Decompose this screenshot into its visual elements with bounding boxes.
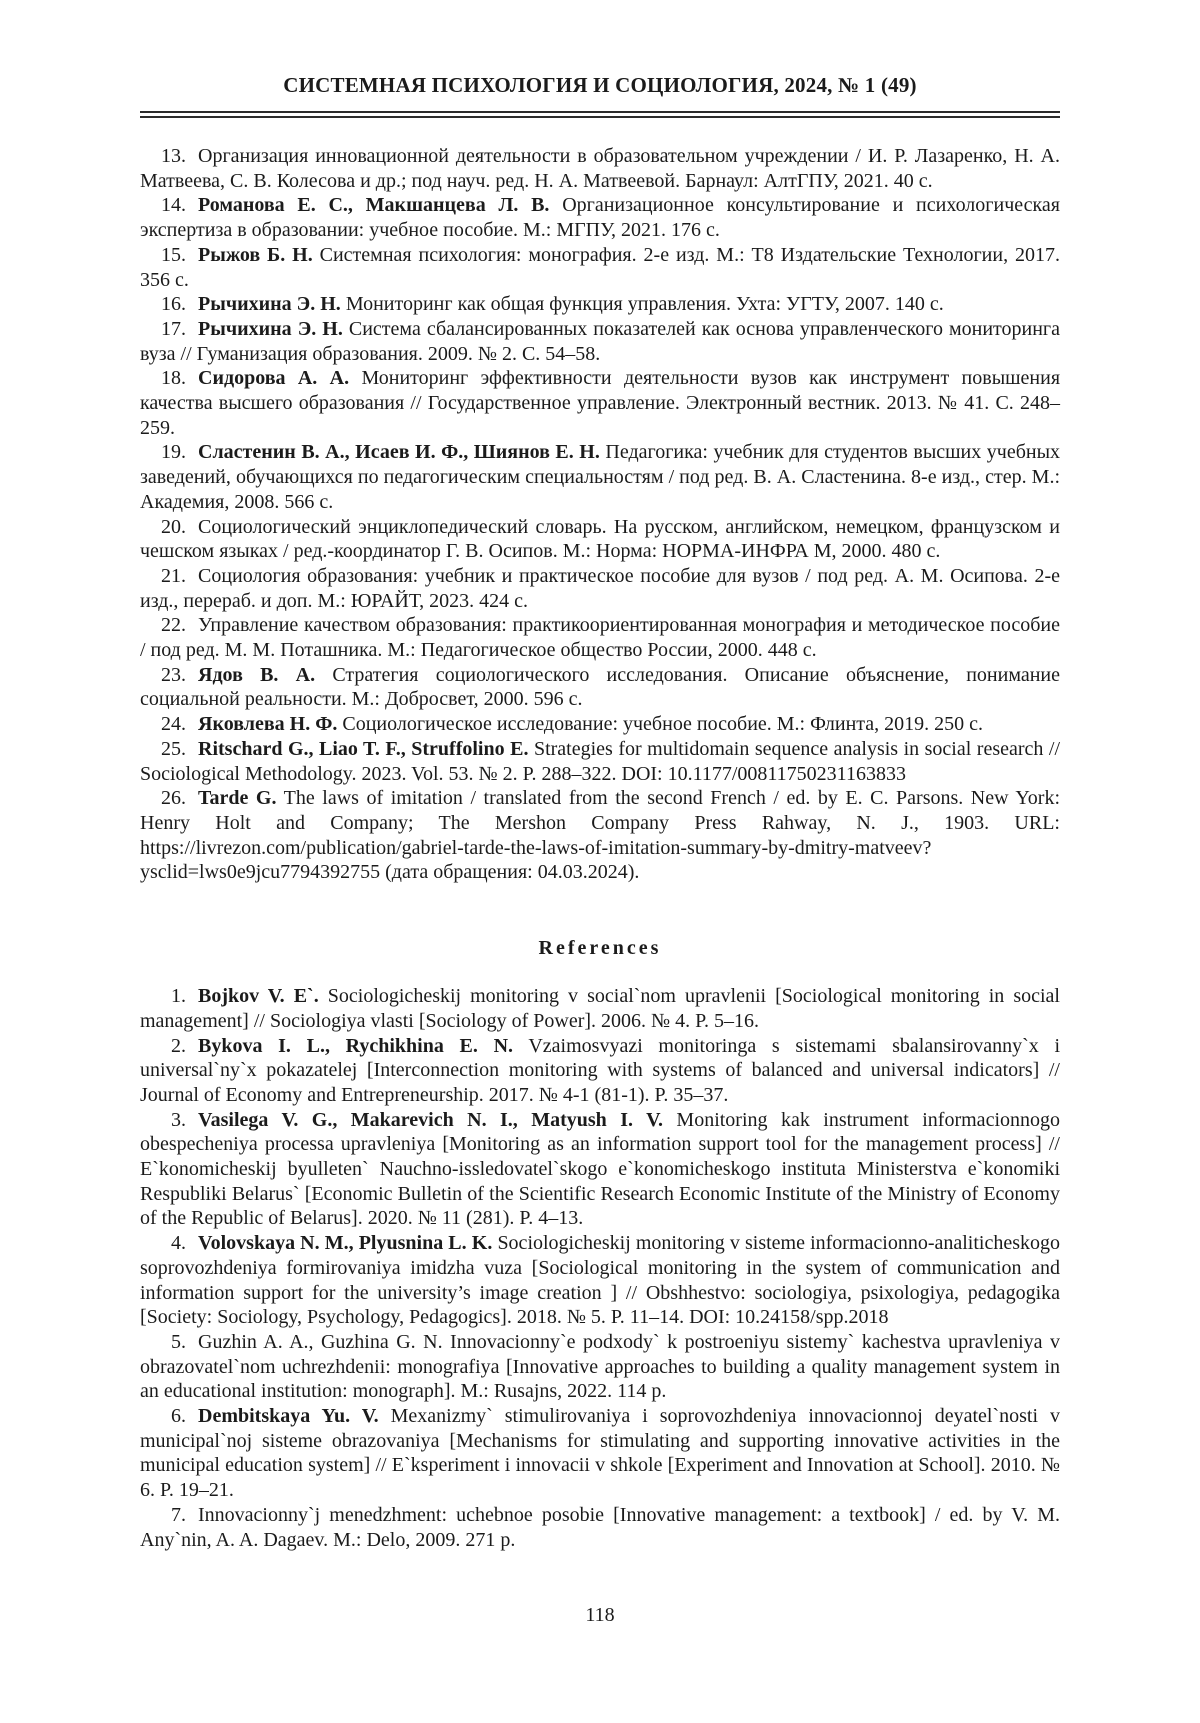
- reference-number: 2.: [171, 1034, 186, 1057]
- reference-text: Monitoring kak instrument informacionnogo obespecheniya processa upravleniya [Monitoring as an information support tool for the management process] // E`konomicheskij byulleten` Nauchno-issledovatel`skogo e`konomicheskogo instituta Ministerstva e`konomiki Respubliki Belarus` [Economic Bulletin of the Scientific Research Economic Institute of the Ministry of Economy of the Republic of Belarus]. 2020. № 11 (281). P. 4–13.: [140, 1108, 1060, 1230]
- reference-author: Ядов В. А.: [198, 663, 316, 686]
- reference-number: 14.: [161, 194, 186, 217]
- reference-number: 7.: [171, 1503, 186, 1526]
- reference-number: 20.: [161, 515, 186, 538]
- reference-author: Яковлева Н. Ф.: [198, 713, 338, 736]
- reference-item: [140, 243, 1060, 292]
- reference-text: The laws of imitation / translated from the second French / ed. by E. C. Parsons. New York: Henry Holt and Company; The Mershon Company Press Rahway, N. J., 1903. URL: https://livrezon.com/publication/gabriel-tarde-the-laws-of-imitation-summary-by-dmitry-matveev?ysclid=lws0e9jcu7794392755 (дата обращения: 04.03.2024).: [140, 787, 1061, 884]
- reference-author: Vasilega V. G., Makarevich N. I., Matyush I. V.: [198, 1108, 663, 1131]
- header-divider-rule: [140, 111, 1060, 118]
- reference-item: [140, 1404, 1060, 1503]
- reference-text: Strategies for multidomain sequence analysis in social research // Sociological Methodology. 2023. Vol. 53. № 2. P. 288–322. DOI: 10.1177/00811750231163833: [140, 737, 1061, 785]
- references-heading: References: [538, 937, 662, 960]
- reference-number: 24.: [161, 713, 186, 736]
- reference-text: Системная психология: монография. 2-е изд. М.: Т8 Издательские Технологии, 2017. 356 с.: [140, 243, 1060, 291]
- reference-item: [140, 440, 1060, 514]
- reference-text: Мониторинг эффективности деятельности вузов как инструмент повышения качества высшего образования // Государственное управление. Электронный вестник. 2013. № 41. С. 248–259.: [140, 367, 1061, 439]
- journal-page: [140, 72, 1060, 1552]
- reference-text: Стратегия социологического исследования. Описание объяснение, понимание социальной реальности. М.: Добросвет, 2000. 596 с.: [140, 663, 1060, 711]
- reference-text: Sociologicheskij monitoring v sisteme informacionno-analiticheskogo soprovozhdeniya formirovaniya imidzha vuza [Sociological monitoring in the system of communication and information support for the university’s image creation ] // Obshhestvo: sociologiya, psixologiya, pedagogika [Society: Sociology, Psychology, Pedagogics]. 2018. № 5. P. 11–14. DOI: 10.24158/spp.2018: [140, 1232, 1060, 1329]
- reference-text: Управление качеством образования: практикоориентированная монография и методическое пособие / под ред. М. М. Поташника. М.: Педагогическое общество России, 2000. 448 с.: [140, 614, 1060, 662]
- russian-bibliography-list: [140, 144, 1060, 885]
- reference-text: Guzhin A. A., Guzhina G. N. Innovacionny`e podxody` k postroeniyu sistemy` kachestva upravleniya v obrazovatel`nom uchrezhdenii: monografiya [Innovative approaches to building a quality management system in an educational institution: monograph]. M.: Rusajns, 2022. 114 p.: [140, 1330, 1060, 1403]
- reference-author: Dembitskaya Yu. V.: [198, 1405, 379, 1428]
- page-number: 118: [585, 1604, 615, 1626]
- reference-number: 16.: [161, 293, 186, 316]
- reference-number: 1.: [171, 985, 186, 1008]
- reference-item: [140, 786, 1060, 885]
- reference-number: 6.: [171, 1405, 186, 1428]
- reference-author: Volovskaya N. M., Plyusnina L. K.: [198, 1232, 493, 1255]
- reference-item: [140, 366, 1060, 440]
- journal-header-title: СИСТЕМНАЯ ПСИХОЛОГИЯ И СОЦИОЛОГИЯ, 2024, № 1 (49): [283, 73, 917, 97]
- reference-item: [140, 984, 1060, 1033]
- reference-number: 19.: [161, 441, 186, 464]
- reference-author: Ritschard G., Liao T. F., Struffolino E.: [198, 737, 529, 760]
- reference-item: [140, 1108, 1060, 1232]
- reference-text: Социологическое исследование: учебное пособие. М.: Флинта, 2019. 250 с.: [342, 713, 984, 736]
- reference-text: Педагогика: учебник для студентов высших учебных заведений, обучающихся по педагогическим специальностям / под ред. В. А. Сластенина. 8-е изд., стер. М.: Академия, 2008. 566 с.: [140, 441, 1061, 513]
- reference-item: [140, 515, 1060, 564]
- reference-item: [140, 712, 1060, 737]
- reference-number: 5.: [171, 1330, 186, 1353]
- reference-author: Сидорова А. А.: [198, 367, 350, 390]
- reference-text: Социологический энциклопедический словарь. На русском, английском, немецком, французском и чешском языках / ред.-координатор Г. В. Осипов. М.: Норма: НОРМА-ИНФРА М, 2000. 480 с.: [140, 515, 1060, 563]
- reference-item: [140, 292, 1060, 317]
- reference-author: Tarde G.: [198, 787, 277, 810]
- reference-author: Рычихина Э. Н.: [198, 317, 343, 340]
- reference-text: Vzaimosvyazi monitoringa s sistemami sbalansirovanny`x i universal`ny`x pokazatelej [Interconnection monitoring with systems of balanced and universal indicators] // Journal of Economy and Entrepreneurship. 2017. № 4-1 (81-1). P. 35–37.: [140, 1034, 1061, 1106]
- reference-number: 17.: [161, 317, 186, 340]
- english-references-list: [140, 984, 1060, 1552]
- reference-number: 18.: [161, 367, 186, 390]
- reference-item: [140, 613, 1060, 662]
- reference-number: 3.: [171, 1108, 186, 1131]
- reference-author: Сластенин В. А., Исаев И. Ф., Шиянов Е. Н.: [198, 441, 600, 464]
- reference-text: Система сбалансированных показателей как основа управленческого мониторинга вуза // Гуманизация образования. 2009. № 2. С. 54–58.: [140, 317, 1060, 365]
- reference-text: Социология образования: учебник и практическое пособие для вузов / под ред. А. М. Осипова. 2-е изд., перераб. и доп. М.: ЮРАЙТ, 2023. 424 с.: [140, 564, 1060, 612]
- reference-text: Организация инновационной деятельности в образовательном учреждении / И. Р. Лазаренко, Н. А. Матвеева, С. В. Колесова и др.; под науч. ред. Н. А. Матвеевой. Барнаул: АлтГПУ, 2021. 40 с.: [140, 145, 1060, 192]
- reference-number: 25.: [161, 737, 186, 760]
- reference-item: [140, 564, 1060, 613]
- reference-item: [140, 317, 1060, 366]
- reference-item: [140, 1034, 1060, 1108]
- reference-number: 21.: [161, 564, 186, 587]
- reference-text: Организационное консультирование и психологическая экспертиза в образовании: учебное пособие. М.: МГПУ, 2021. 176 с.: [140, 194, 1060, 242]
- reference-number: 15.: [161, 243, 186, 266]
- reference-number: 13.: [161, 145, 186, 167]
- reference-item: [140, 663, 1060, 712]
- reference-text: Mexanizmy` stimulirovaniya i soprovozhdeniya innovacionnoj deyatel`nosti v municipal`noj sisteme obrazovaniya [Mechanisms for stimulating and supporting innovative activities in the municipal education system] // E`ksperiment i innovacii v shkole [Experiment and Innovation at School]. 2010. № 6. P. 19–21.: [140, 1405, 1061, 1502]
- reference-item: [140, 1503, 1060, 1552]
- reference-text: Мониторинг как общая функция управления. Ухта: УГТУ, 2007. 140 с.: [345, 293, 944, 316]
- reference-author: Bojkov V. E`.: [198, 985, 319, 1008]
- reference-number: 22.: [161, 614, 186, 637]
- reference-author: Рычихина Э. Н.: [198, 293, 341, 316]
- reference-text: Innovacionny`j menedzhment: uchebnoe posobie [Innovative management: a textbook] / ed. by V. M. Any`nin, A. A. Dagaev. M.: Delo, 2009. 271 p.: [140, 1503, 1060, 1551]
- reference-author: Рыжов Б. Н.: [198, 243, 313, 266]
- reference-item: [140, 144, 1060, 193]
- reference-number: 26.: [161, 787, 186, 810]
- reference-author: Романова Е. С., Макшанцева Л. В.: [198, 194, 550, 217]
- reference-item: [140, 1330, 1060, 1404]
- reference-number: 4.: [171, 1232, 186, 1255]
- reference-item: [140, 737, 1060, 786]
- reference-author: Bykova I. L., Rychikhina E. N.: [198, 1034, 514, 1057]
- reference-item: [140, 193, 1060, 242]
- reference-item: [140, 1231, 1060, 1330]
- reference-text: Sociologicheskij monitoring v social`nom upravlenii [Sociological monitoring in social management] // Sociologiya vlasti [Sociology of Power]. 2006. № 4. P. 5–16.: [140, 985, 1060, 1032]
- reference-number: 23.: [161, 663, 186, 686]
